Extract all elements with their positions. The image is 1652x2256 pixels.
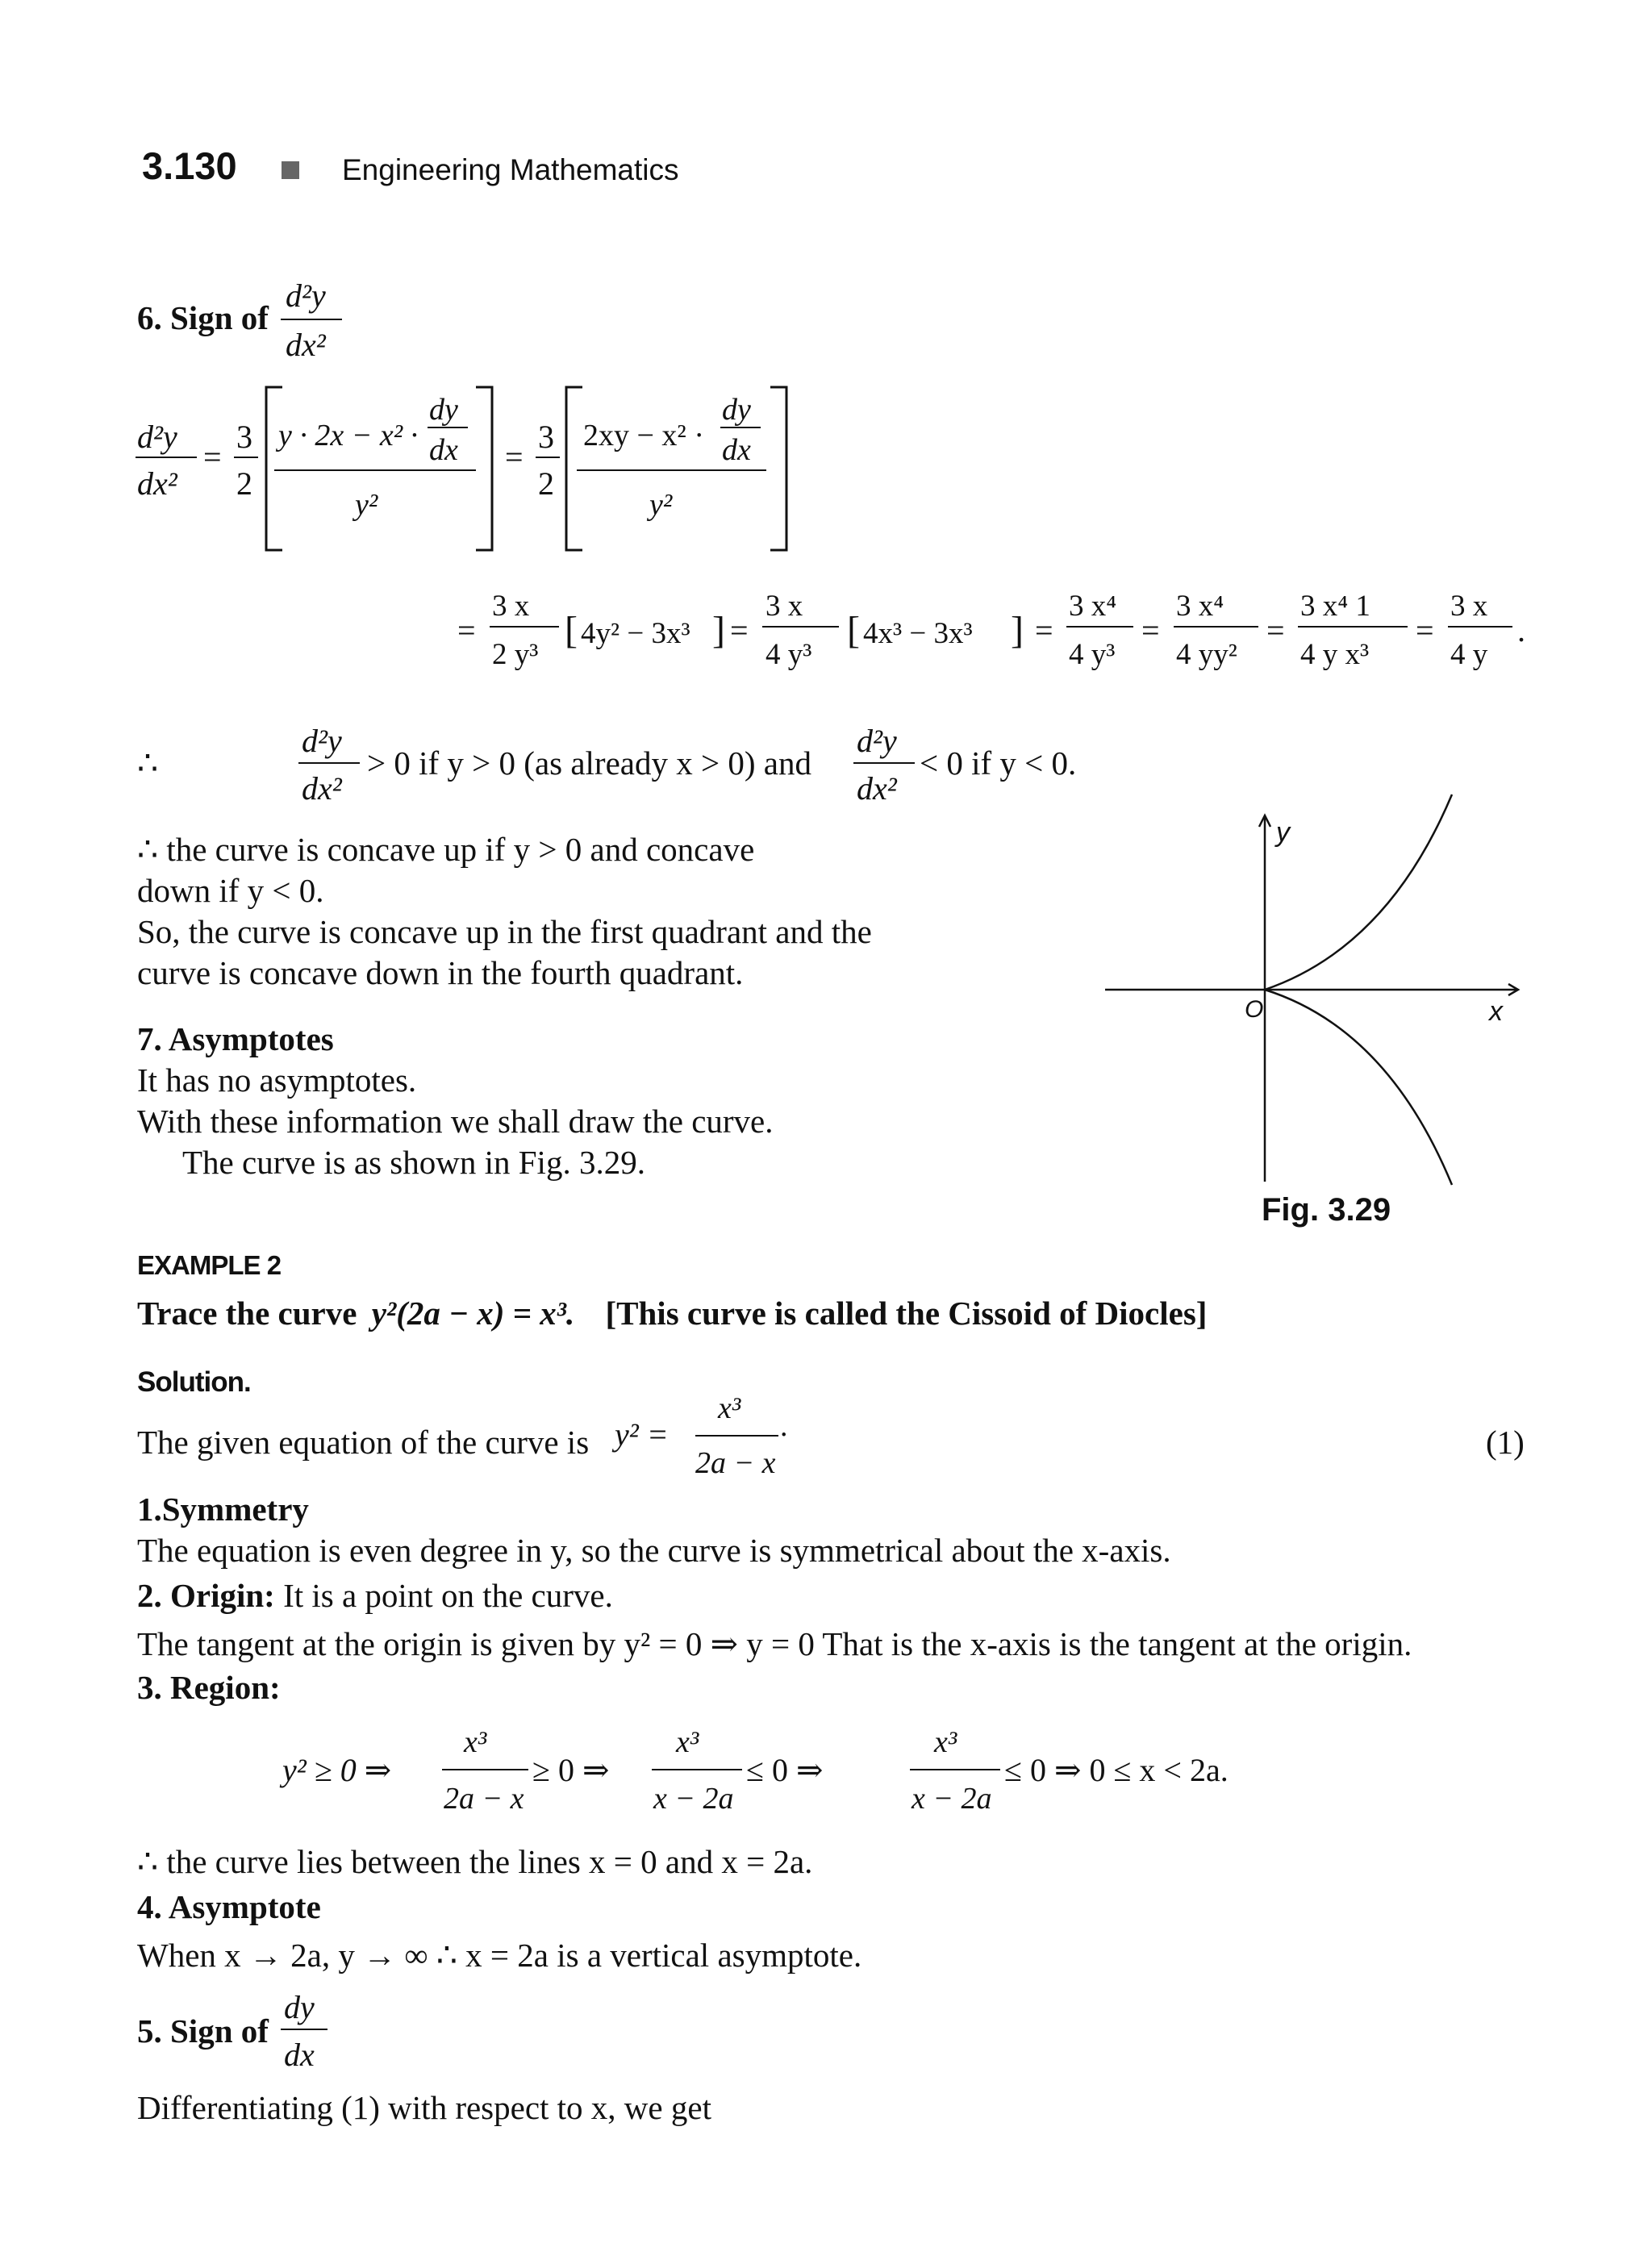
given-num: x³ bbox=[718, 1391, 741, 1425]
region-conclusion: ∴ the curve lies between the lines x = 0 and x = 2a. bbox=[137, 1843, 813, 1880]
page-number: 3.130 bbox=[142, 144, 237, 187]
therefore-d2y-den-2: dx² bbox=[857, 770, 897, 807]
therefore-symbol: ∴ bbox=[137, 744, 159, 782]
eq-b-c4-num: 3 x⁴ bbox=[1176, 590, 1224, 623]
eq-a-f2-num: 2xy − x² · bbox=[583, 419, 704, 452]
x-axis-label: x bbox=[1489, 996, 1503, 1027]
eq-a-f1-dx: dx bbox=[429, 433, 458, 467]
given-den: 2a − x bbox=[695, 1446, 776, 1480]
section7-line-2: With these information we shall draw the curve. bbox=[137, 1103, 774, 1140]
given-lhs: y² = bbox=[615, 1416, 669, 1453]
book-title: Engineering Mathematics bbox=[342, 153, 679, 186]
eq-b-c5-num: 3 x⁴ 1 bbox=[1300, 590, 1370, 623]
curve-lower-branch bbox=[1265, 990, 1452, 1185]
origin-label: O bbox=[1245, 996, 1264, 1023]
region-n3: x³ bbox=[934, 1725, 957, 1759]
concavity-line-4: curve is concave down in the fourth quadrant. bbox=[137, 954, 744, 991]
therefore-d2y-den-1: dx² bbox=[302, 770, 342, 807]
region-n2: x³ bbox=[676, 1725, 699, 1759]
sign5-derivative bbox=[279, 1983, 336, 2079]
region-r2: ≤ 0 ⇒ bbox=[746, 1752, 824, 1788]
header-square-bullet bbox=[282, 161, 299, 179]
svg-text:=: = bbox=[1141, 612, 1160, 648]
therefore-d2y-num-1: d²y bbox=[302, 723, 342, 759]
therefore-text-part2: < 0 if y < 0. bbox=[920, 744, 1077, 782]
eq-a-two: 2 bbox=[236, 465, 252, 502]
example-statement bbox=[137, 1292, 1207, 1334]
section7-line-3: The curve is as shown in Fig. 3.29. bbox=[182, 1144, 645, 1181]
svg-text:[: [ bbox=[565, 609, 578, 652]
eq-a-lhs-num: d²y bbox=[137, 419, 177, 455]
section7-line-1: It has no asymptotes. bbox=[137, 1061, 417, 1099]
equation-simplification-chain bbox=[456, 577, 1541, 682]
svg-text:=: = bbox=[505, 439, 524, 475]
solution-label: Solution. bbox=[137, 1366, 251, 1398]
therefore-d2y-fraction-1 bbox=[297, 716, 369, 813]
eq-b-c2-num: 3 x bbox=[766, 590, 803, 623]
given-equation-text: The given equation of the curve is bbox=[137, 1424, 590, 1461]
eq-b-c1-num: 3 x bbox=[492, 590, 530, 623]
y-axis-label: y bbox=[1276, 817, 1290, 848]
asymptote-heading: 4. Asymptote bbox=[137, 1888, 321, 1925]
concavity-line-1: ∴ the curve is concave up if y > 0 and concave bbox=[137, 831, 755, 868]
section6-derivative bbox=[279, 271, 352, 368]
svg-text:]: ] bbox=[712, 609, 725, 652]
svg-text:=: = bbox=[1416, 612, 1434, 648]
eq-b-c3-den: 4 y³ bbox=[1069, 638, 1116, 671]
svg-text:=: = bbox=[457, 612, 476, 648]
eq-b-c4-den: 4 yy² bbox=[1176, 638, 1237, 671]
svg-text:]: ] bbox=[1011, 609, 1024, 652]
origin-heading: 2. Origin: bbox=[137, 1577, 275, 1614]
svg-text:=: = bbox=[730, 612, 749, 648]
figure-3-29-curve-plot bbox=[1097, 786, 1533, 1190]
concavity-line-2: down if y < 0. bbox=[137, 872, 324, 909]
sign5-heading: 5. Sign of bbox=[137, 2012, 269, 2050]
eq-a-three: 3 bbox=[236, 419, 252, 455]
eq-a-two-2: 2 bbox=[538, 465, 554, 502]
example-statement-equation: y²(2a − x) = x³. bbox=[371, 1295, 575, 1332]
region-d3: x − 2a bbox=[912, 1782, 992, 1816]
equation-number: (1) bbox=[1486, 1424, 1525, 1461]
svg-text:.: . bbox=[780, 1409, 788, 1443]
example-label: EXAMPLE 2 bbox=[137, 1250, 282, 1280]
figure-caption: Fig. 3.29 bbox=[1262, 1192, 1391, 1228]
sign5-text: Differentiating (1) with respect to x, we get bbox=[137, 2089, 711, 2126]
section6-heading: 6. Sign of bbox=[137, 299, 269, 336]
concavity-line-3: So, the curve is concave up in the first quadrant and the bbox=[137, 913, 872, 950]
symmetry-heading: 1.Symmetry bbox=[137, 1491, 309, 1528]
asymptote-text: When x → 2a, y → ∞ ∴ x = 2a is a vertical asymptote. bbox=[137, 1937, 862, 1974]
region-eq-start: y² ≥ 0 ⇒ bbox=[282, 1752, 392, 1788]
svg-text:.: . bbox=[1517, 612, 1525, 648]
curve-upper-branch bbox=[1265, 794, 1452, 990]
section7-heading: 7. Asymptotes bbox=[137, 1020, 334, 1057]
eq-b-c6-num: 3 x bbox=[1450, 590, 1488, 623]
equation-second-derivative bbox=[129, 379, 807, 565]
svg-text:=: = bbox=[203, 439, 222, 475]
eq-a-f1-den: y² bbox=[355, 488, 378, 522]
therefore-text-part1: > 0 if y > 0 (as already x > 0) and bbox=[367, 744, 811, 782]
svg-text:=: = bbox=[1266, 612, 1285, 648]
eq-a-f2-dx: dx bbox=[722, 433, 751, 467]
origin-line bbox=[137, 1574, 613, 1616]
section6-deriv-num: d²y bbox=[286, 277, 326, 314]
region-r3: ≤ 0 ⇒ 0 ≤ x < 2a. bbox=[1004, 1752, 1229, 1788]
therefore-d2y-num-2: d²y bbox=[857, 723, 897, 759]
section6-deriv-den: dx² bbox=[286, 327, 326, 363]
origin-tangent-text: The tangent at the origin is given by y² = 0 ⇒ y = 0 That is the x-axis is the tangent at the origin. bbox=[137, 1625, 1412, 1662]
region-inequality-chain bbox=[282, 1718, 1291, 1823]
svg-text:[: [ bbox=[847, 609, 860, 652]
eq-a-three-2: 3 bbox=[538, 419, 554, 455]
example-statement-prefix: Trace the curve bbox=[137, 1295, 357, 1332]
example-statement-note: [This curve is called the Cissoid of Diocles] bbox=[605, 1295, 1208, 1332]
eq-b-c1-den: 2 y³ bbox=[492, 638, 539, 671]
symmetry-text: The equation is even degree in y, so the curve is symmetrical about the x-axis. bbox=[137, 1532, 1171, 1569]
given-equation bbox=[613, 1386, 791, 1491]
region-d2: x − 2a bbox=[653, 1782, 734, 1816]
svg-text:=: = bbox=[1035, 612, 1053, 648]
eq-a-f1-dy: dy bbox=[429, 393, 458, 427]
eq-b-c2-den: 4 y³ bbox=[766, 638, 812, 671]
eq-a-lhs-den: dx² bbox=[137, 465, 177, 502]
sign5-num: dy bbox=[284, 1989, 315, 2025]
region-heading: 3. Region: bbox=[137, 1669, 281, 1706]
eq-b-c6-den: 4 y bbox=[1450, 638, 1488, 671]
therefore-d2y-fraction-2 bbox=[852, 716, 924, 813]
eq-a-f2-dy: dy bbox=[722, 393, 751, 427]
region-n1: x³ bbox=[464, 1725, 487, 1759]
eq-b-c1-bracket: 4y² − 3x³ bbox=[581, 617, 690, 650]
eq-a-f1-num: y · 2x − x² · bbox=[278, 419, 419, 452]
eq-b-c5-den: 4 y x³ bbox=[1300, 638, 1370, 671]
sign5-den: dx bbox=[284, 2037, 315, 2073]
region-r1: ≥ 0 ⇒ bbox=[532, 1752, 610, 1788]
region-d1: 2a − x bbox=[444, 1782, 524, 1816]
eq-a-f2-den: y² bbox=[649, 488, 673, 522]
eq-b-c3-num: 3 x⁴ bbox=[1069, 590, 1117, 623]
origin-text: It is a point on the curve. bbox=[274, 1577, 613, 1614]
eq-b-c2-bracket: 4x³ − 3x³ bbox=[863, 617, 973, 650]
